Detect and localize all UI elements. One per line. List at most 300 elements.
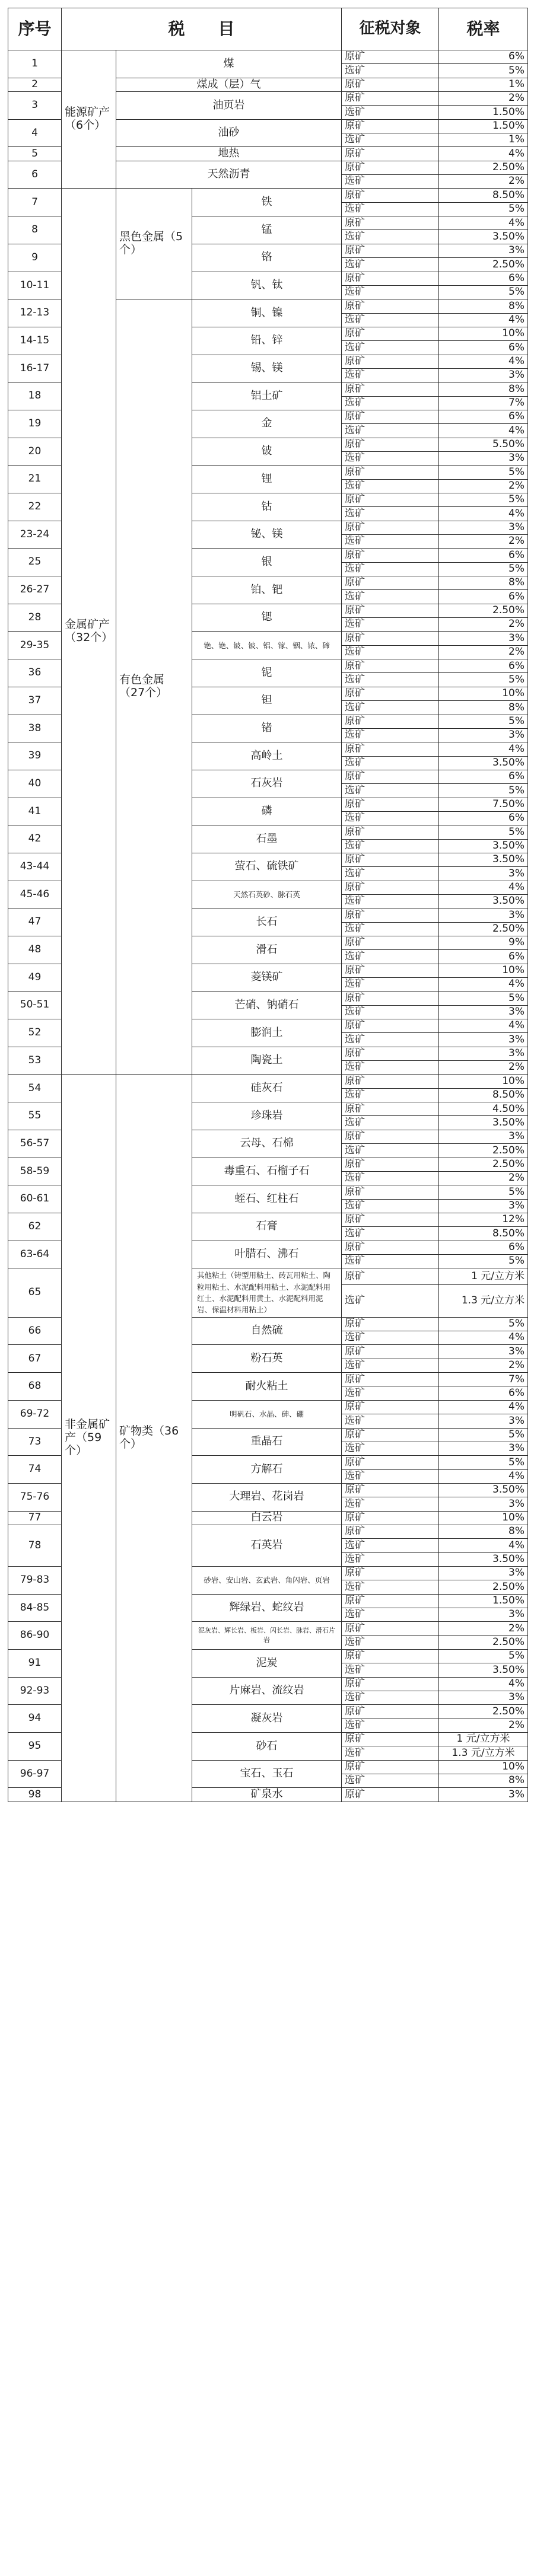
tax-object: 原矿 (342, 1241, 439, 1254)
tax-object: 选矿 (342, 133, 439, 147)
tax-item: 菱镁矿 (192, 964, 342, 991)
tax-object: 原矿 (342, 244, 439, 257)
tax-rate: 5.50% (439, 438, 528, 451)
tax-rate: 6% (439, 341, 528, 355)
tax-object: 原矿 (342, 964, 439, 977)
tax-object: 原矿 (342, 272, 439, 285)
tax-rate: 2.50% (439, 1635, 528, 1649)
tax-object: 选矿 (342, 64, 439, 78)
tax-object: 原矿 (342, 1373, 439, 1386)
tax-rate: 2.50% (439, 922, 528, 936)
tax-item: 铅、锌 (192, 327, 342, 355)
tax-rate: 5% (439, 784, 528, 798)
tax-rate: 5% (439, 1428, 528, 1442)
tax-object: 原矿 (342, 1760, 439, 1774)
tax-rate: 2.50% (439, 161, 528, 174)
tax-rate: 3% (439, 908, 528, 922)
row-seq: 4 (8, 119, 62, 147)
tax-rate: 3% (439, 451, 528, 465)
tax-rate: 10% (439, 1075, 528, 1088)
tax-item: 铯、铯、铍、铍、铝、镓、铟、铱、碲 (192, 632, 342, 659)
tax-object: 选矿 (342, 645, 439, 659)
tax-object: 原矿 (342, 1019, 439, 1033)
tax-object: 原矿 (342, 1213, 439, 1226)
tax-object: 选矿 (342, 1005, 439, 1019)
tax-object: 原矿 (342, 549, 439, 562)
tax-rate: 2.50% (439, 1158, 528, 1171)
row-seq: 66 (8, 1317, 62, 1345)
tax-rate: 10% (439, 1760, 528, 1774)
tax-item: 钴 (192, 493, 342, 521)
tax-object: 原矿 (342, 466, 439, 479)
row-seq: 48 (8, 936, 62, 964)
tax-rate: 8.50% (439, 1088, 528, 1102)
row-seq: 5 (8, 147, 62, 161)
row-seq: 25 (8, 549, 62, 576)
tax-object: 原矿 (342, 1650, 439, 1663)
tax-item: 锶 (192, 604, 342, 632)
tax-object: 原矿 (342, 881, 439, 894)
tax-object: 选矿 (342, 230, 439, 244)
row-seq: 1 (8, 50, 62, 78)
tax-rate: 2.50% (439, 1705, 528, 1719)
tax-rate: 5% (439, 285, 528, 299)
tax-item: 地热 (116, 147, 342, 161)
tax-item: 银 (192, 549, 342, 576)
tax-rate: 7.50% (439, 798, 528, 811)
tax-rate: 4% (439, 742, 528, 756)
tax-rate: 6% (439, 410, 528, 423)
tax-object: 原矿 (342, 1525, 439, 1538)
tax-rate: 3% (439, 1442, 528, 1455)
resource-tax-table (8, 8, 528, 1802)
row-seq: 2 (8, 78, 62, 91)
tax-item: 砂石 (192, 1733, 342, 1761)
tax-object: 原矿 (342, 1268, 439, 1285)
tax-item: 珍珠岩 (192, 1102, 342, 1130)
tax-rate: 1.3 元/立方米 (439, 1284, 528, 1317)
tax-rate: 5% (439, 202, 528, 216)
tax-object: 选矿 (342, 313, 439, 327)
tax-item: 方解石 (192, 1456, 342, 1484)
tax-rate: 6% (439, 1386, 528, 1400)
tax-object: 选矿 (342, 1539, 439, 1552)
tax-item: 天然石英砂、脉石英 (192, 881, 342, 908)
tax-object: 原矿 (342, 1705, 439, 1719)
tax-object: 选矿 (342, 784, 439, 798)
tax-rate: 2.50% (439, 258, 528, 272)
tax-object: 原矿 (342, 991, 439, 1005)
tax-rate: 4% (439, 507, 528, 521)
tax-rate: 7% (439, 396, 528, 410)
tax-rate: 3% (439, 1033, 528, 1047)
tax-rate: 6% (439, 770, 528, 783)
tax-item: 大理岩、花岗岩 (192, 1483, 342, 1511)
tax-item: 自然硫 (192, 1317, 342, 1345)
tax-item: 铂、钯 (192, 576, 342, 604)
tax-object: 选矿 (342, 1746, 439, 1760)
tax-rate: 10% (439, 964, 528, 977)
tax-rate: 8.50% (439, 1227, 528, 1241)
tax-rate: 6% (439, 811, 528, 825)
row-seq: 75-76 (8, 1483, 62, 1511)
tax-rate: 5% (439, 1456, 528, 1469)
group-energy: 能源矿产（6个） (62, 50, 116, 189)
tax-rate: 5% (439, 673, 528, 687)
tax-rate: 4% (439, 978, 528, 991)
row-seq: 67 (8, 1345, 62, 1373)
tax-rate: 2% (439, 479, 528, 493)
tax-item: 油砂 (116, 119, 342, 147)
tax-rate: 3.50% (439, 1552, 528, 1566)
tax-object: 原矿 (342, 936, 439, 950)
tax-rate: 4% (439, 355, 528, 368)
tax-object: 原矿 (342, 576, 439, 590)
tax-object: 选矿 (342, 728, 439, 742)
tax-item: 重晶石 (192, 1428, 342, 1456)
tax-object: 选矿 (342, 1552, 439, 1566)
tax-object: 选矿 (342, 1774, 439, 1788)
tax-object: 选矿 (342, 618, 439, 632)
tax-object: 原矿 (342, 742, 439, 756)
row-seq: 14-15 (8, 327, 62, 355)
tax-rate: 6% (439, 590, 528, 604)
tax-rate: 2% (439, 1622, 528, 1635)
tax-rate: 1.3 元/立方米 (439, 1746, 528, 1760)
tax-object: 选矿 (342, 1414, 439, 1428)
tax-item: 天然沥青 (116, 161, 342, 189)
tax-object: 原矿 (342, 908, 439, 922)
tax-object: 原矿 (342, 50, 439, 64)
table-row (8, 50, 528, 64)
tax-rate: 5% (439, 1650, 528, 1663)
tax-rate: 2.50% (439, 604, 528, 617)
row-seq: 77 (8, 1511, 62, 1525)
tax-rate: 1% (439, 133, 528, 147)
tax-object: 选矿 (342, 950, 439, 964)
row-seq: 98 (8, 1788, 62, 1802)
row-seq: 52 (8, 1019, 62, 1047)
row-seq: 58-59 (8, 1158, 62, 1185)
tax-object: 原矿 (342, 1345, 439, 1359)
tax-item: 煤成（层）气 (116, 78, 342, 91)
tax-rate: 2% (439, 1719, 528, 1732)
tax-rate: 3% (439, 1788, 528, 1802)
tax-item: 矿泉水 (192, 1788, 342, 1802)
row-seq: 74 (8, 1456, 62, 1484)
tax-object: 选矿 (342, 535, 439, 549)
tax-rate: 4% (439, 1400, 528, 1414)
tax-object: 选矿 (342, 258, 439, 272)
tax-rate: 8% (439, 382, 528, 396)
header-item: 税 目 (62, 8, 342, 50)
row-seq: 78 (8, 1525, 62, 1566)
tax-object: 原矿 (342, 119, 439, 133)
tax-rate: 3.50% (439, 853, 528, 866)
tax-rate: 1% (439, 78, 528, 91)
tax-item: 铁 (192, 189, 342, 216)
tax-object: 选矿 (342, 922, 439, 936)
tax-object: 原矿 (342, 521, 439, 534)
tax-object: 选矿 (342, 1635, 439, 1649)
tax-object: 选矿 (342, 1359, 439, 1372)
tax-item: 高岭土 (192, 742, 342, 770)
tax-rate: 5% (439, 1317, 528, 1331)
tax-item: 铜、镍 (192, 299, 342, 327)
row-seq: 60-61 (8, 1185, 62, 1213)
row-seq: 47 (8, 908, 62, 936)
tax-item: 锡、镁 (192, 355, 342, 382)
tax-rate: 4% (439, 1539, 528, 1552)
tax-item: 耐火粘土 (192, 1373, 342, 1401)
tax-rate: 3% (439, 1608, 528, 1621)
tax-object: 选矿 (342, 202, 439, 216)
row-seq: 43-44 (8, 853, 62, 881)
tax-rate: 5% (439, 1185, 528, 1199)
tax-rate: 5% (439, 991, 528, 1005)
tax-object: 原矿 (342, 216, 439, 230)
row-seq: 41 (8, 798, 62, 825)
tax-object: 选矿 (342, 756, 439, 770)
row-seq: 50-51 (8, 991, 62, 1019)
row-seq: 45-46 (8, 881, 62, 908)
row-seq: 29-35 (8, 632, 62, 659)
tax-item: 铋、镁 (192, 521, 342, 549)
tax-object: 选矿 (342, 451, 439, 465)
row-seq: 65 (8, 1268, 62, 1318)
tax-rate: 1 元/立方米 (439, 1733, 528, 1746)
tax-rate: 4% (439, 424, 528, 438)
tax-item: 泥灰岩、辉长岩、板岩、闪长岩、脉岩、滑石片岩 (192, 1622, 342, 1650)
row-seq: 84-85 (8, 1594, 62, 1622)
tax-item: 膨润土 (192, 1019, 342, 1047)
tax-rate: 3.50% (439, 756, 528, 770)
group-mineral: 矿物类（36个） (116, 1075, 192, 1802)
tax-object: 原矿 (342, 1733, 439, 1746)
tax-rate: 4% (439, 881, 528, 894)
tax-object: 原矿 (342, 410, 439, 423)
tax-item: 叶腊石、沸石 (192, 1241, 342, 1268)
tax-object: 原矿 (342, 1047, 439, 1060)
tax-object: 选矿 (342, 978, 439, 991)
tax-rate: 2% (439, 535, 528, 549)
tax-object: 选矿 (342, 341, 439, 355)
tax-rate: 3% (439, 368, 528, 382)
row-seq: 9 (8, 244, 62, 272)
tax-rate: 5% (439, 715, 528, 728)
row-seq: 92-93 (8, 1677, 62, 1705)
tax-item: 锂 (192, 466, 342, 493)
tax-item: 砂岩、安山岩、玄武岩、角闪岩、页岩 (192, 1566, 342, 1594)
tax-object: 原矿 (342, 1566, 439, 1580)
tax-item: 凝灰岩 (192, 1705, 342, 1733)
tax-object: 原矿 (342, 632, 439, 645)
tax-item: 滑石 (192, 936, 342, 964)
row-seq: 69-72 (8, 1400, 62, 1428)
tax-item: 芒硝、钠硝石 (192, 991, 342, 1019)
tax-rate: 3.50% (439, 894, 528, 908)
row-seq: 56-57 (8, 1130, 62, 1158)
tax-object: 原矿 (342, 189, 439, 202)
tax-object: 选矿 (342, 1144, 439, 1158)
tax-item: 金 (192, 410, 342, 438)
row-seq: 96-97 (8, 1760, 62, 1788)
row-seq: 12-13 (8, 299, 62, 327)
row-seq: 38 (8, 715, 62, 742)
tax-object: 原矿 (342, 355, 439, 368)
tax-item: 长石 (192, 908, 342, 936)
tax-object: 选矿 (342, 590, 439, 604)
row-seq: 95 (8, 1733, 62, 1761)
tax-object: 原矿 (342, 715, 439, 728)
tax-object: 原矿 (342, 1622, 439, 1635)
tax-rate: 4% (439, 1019, 528, 1033)
tax-object: 选矿 (342, 1199, 439, 1213)
tax-item: 铍 (192, 438, 342, 466)
tax-object: 选矿 (342, 424, 439, 438)
tax-object: 原矿 (342, 493, 439, 507)
tax-object: 选矿 (342, 1254, 439, 1268)
header-rate: 税率 (439, 8, 528, 50)
tax-object: 选矿 (342, 1663, 439, 1677)
row-seq: 40 (8, 770, 62, 798)
tax-object: 选矿 (342, 811, 439, 825)
tax-item: 铝土矿 (192, 382, 342, 410)
tax-item: 陶瓷土 (192, 1047, 342, 1075)
row-seq: 36 (8, 659, 62, 687)
tax-item: 泥炭 (192, 1650, 342, 1678)
tax-object: 原矿 (342, 1185, 439, 1199)
tax-rate: 3% (439, 521, 528, 534)
tax-object: 原矿 (342, 825, 439, 839)
tax-object: 原矿 (342, 798, 439, 811)
tax-rate: 5% (439, 1254, 528, 1268)
tax-rate: 8% (439, 576, 528, 590)
tax-object: 原矿 (342, 1317, 439, 1331)
tax-object: 原矿 (342, 770, 439, 783)
tax-rate: 4% (439, 147, 528, 161)
tax-rate: 3.50% (439, 839, 528, 853)
tax-rate: 3% (439, 728, 528, 742)
tax-rate: 4% (439, 216, 528, 230)
tax-object: 选矿 (342, 507, 439, 521)
tax-object: 选矿 (342, 1061, 439, 1075)
tax-object: 原矿 (342, 299, 439, 313)
row-seq: 19 (8, 410, 62, 438)
tax-rate: 2% (439, 1359, 528, 1372)
tax-item: 石墨 (192, 825, 342, 853)
tax-rate: 4% (439, 1469, 528, 1483)
tax-rate: 5% (439, 64, 528, 78)
tax-rate: 3% (439, 867, 528, 881)
tax-rate: 2% (439, 1061, 528, 1075)
tax-rate: 1 元/立方米 (439, 1268, 528, 1285)
tax-object: 选矿 (342, 1033, 439, 1047)
tax-rate: 8% (439, 1525, 528, 1538)
tax-object: 选矿 (342, 396, 439, 410)
tax-object: 原矿 (342, 1075, 439, 1088)
tax-object: 原矿 (342, 1130, 439, 1143)
tax-item: 粉石英 (192, 1345, 342, 1373)
tax-object: 选矿 (342, 1580, 439, 1594)
table-row (8, 1075, 528, 1088)
header-object: 征税对象 (342, 8, 439, 50)
tax-rate: 2% (439, 92, 528, 106)
tax-item: 石英岩 (192, 1525, 342, 1566)
tax-rate: 4% (439, 1331, 528, 1345)
row-seq: 23-24 (8, 521, 62, 549)
tax-object: 选矿 (342, 285, 439, 299)
group-nonferrous: 有色金属（27个） (116, 299, 192, 1075)
tax-object: 选矿 (342, 1386, 439, 1400)
tax-rate: 3% (439, 1005, 528, 1019)
tax-object: 选矿 (342, 1088, 439, 1102)
tax-rate: 10% (439, 687, 528, 700)
row-seq: 79-83 (8, 1566, 62, 1594)
tax-rate: 8% (439, 299, 528, 313)
tax-item: 萤石、硫铁矿 (192, 853, 342, 881)
tax-rate: 3% (439, 1497, 528, 1511)
tax-item: 片麻岩、流纹岩 (192, 1677, 342, 1705)
group-nonmetal_a: 非金属矿产（59个） (62, 1075, 116, 1802)
tax-rate: 3.50% (439, 1116, 528, 1130)
tax-item: 蛭石、红柱石 (192, 1185, 342, 1213)
tax-object: 原矿 (342, 659, 439, 673)
tax-item: 钽 (192, 687, 342, 715)
tax-rate: 3% (439, 1414, 528, 1428)
row-seq: 22 (8, 493, 62, 521)
tax-item: 铌 (192, 659, 342, 687)
tax-object: 选矿 (342, 562, 439, 576)
tax-rate: 2% (439, 1171, 528, 1185)
tax-object: 选矿 (342, 1469, 439, 1483)
tax-rate: 3% (439, 1130, 528, 1143)
tax-object: 选矿 (342, 175, 439, 189)
tax-rate: 4% (439, 313, 528, 327)
tax-rate: 4% (439, 1677, 528, 1691)
tax-item: 磷 (192, 798, 342, 825)
tax-object: 选矿 (342, 673, 439, 687)
table-row (8, 189, 528, 202)
tax-rate: 3% (439, 1566, 528, 1580)
tax-object: 原矿 (342, 1594, 439, 1608)
tax-rate: 1.50% (439, 119, 528, 133)
tax-item: 煤 (116, 50, 342, 78)
header-seq: 序号 (8, 8, 62, 50)
row-seq: 86-90 (8, 1622, 62, 1650)
tax-rate: 7% (439, 1373, 528, 1386)
tax-rate: 6% (439, 950, 528, 964)
tax-rate: 3.50% (439, 1663, 528, 1677)
tax-object: 选矿 (342, 479, 439, 493)
tax-rate: 3% (439, 1047, 528, 1060)
tax-item: 锰 (192, 216, 342, 244)
row-seq: 55 (8, 1102, 62, 1130)
tax-rate: 3% (439, 1691, 528, 1705)
tax-object: 原矿 (342, 1677, 439, 1691)
tax-object: 选矿 (342, 1719, 439, 1732)
tax-object: 原矿 (342, 78, 439, 91)
row-seq: 94 (8, 1705, 62, 1733)
row-seq: 68 (8, 1373, 62, 1401)
tax-object: 原矿 (342, 382, 439, 396)
tax-rate: 12% (439, 1213, 528, 1226)
row-seq: 3 (8, 92, 62, 120)
tax-object: 选矿 (342, 1608, 439, 1621)
tax-rate: 5% (439, 493, 528, 507)
tax-item: 钒、钛 (192, 272, 342, 299)
tax-item: 硅灰石 (192, 1075, 342, 1102)
